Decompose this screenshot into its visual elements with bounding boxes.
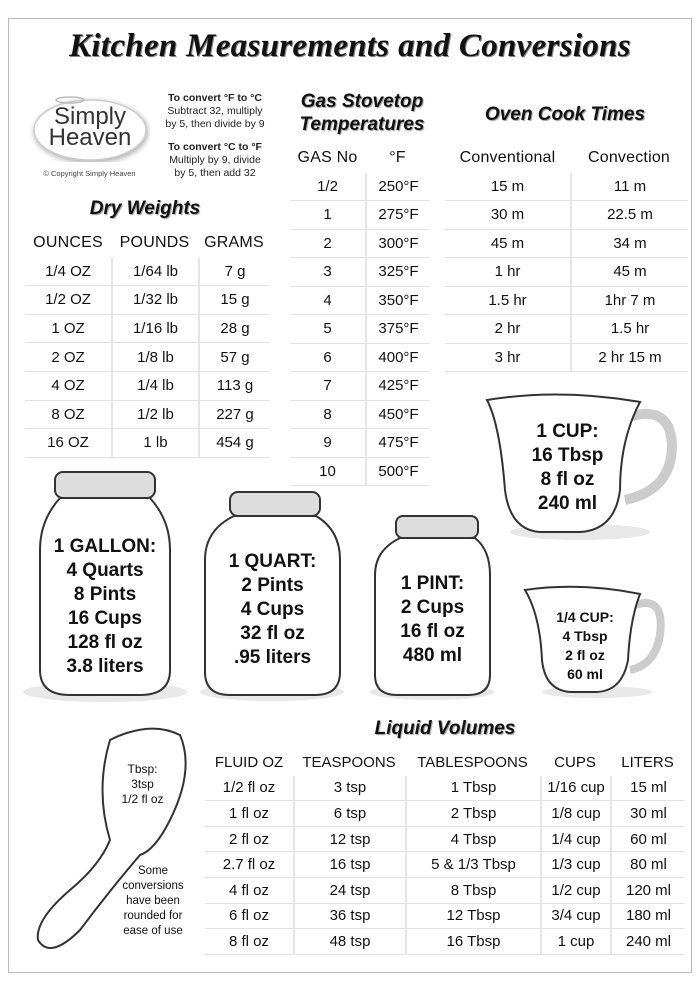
spoon-line: 3tsp [131,777,154,791]
column-header: Conventional [459,149,556,167]
table-cell: 1 [323,206,332,224]
table-cell: 1/64 lb [111,258,198,286]
table-cell: 45 m [570,258,688,286]
c-to-f-line1: Multiply by 9, divide [169,154,261,166]
table-cell: 30 m [490,206,525,224]
table-cell: 2 fl oz [228,830,270,848]
table-cell: 4 fl oz [228,881,270,899]
spoon-label [105,762,180,807]
table-cell: 4 OZ [51,377,85,395]
table-cell: 1/2 cup [540,878,610,903]
table-row [445,230,688,259]
table-row [25,286,270,315]
oven-cook-times-table [445,144,688,372]
table-cell: 1/16 cup [540,776,610,801]
table-cell: 1/8 cup [540,801,610,826]
quart-line: 2 Pints [241,575,304,596]
table-row [205,776,685,802]
liquid-volumes-title: Liquid Volumes [374,718,516,739]
table-cell: 12 tsp [293,827,405,852]
table-cell: 15 ml [610,776,685,801]
table-cell: 1hr 7 m [570,287,688,315]
quart-line: 1 QUART: [228,551,317,572]
table-cell: 227 g [198,401,270,429]
note-line: ease of use [123,925,183,937]
quart-jar-label [205,550,340,670]
simply-heaven-logo [30,92,150,162]
column-header: POUNDS [119,234,190,252]
column-header: GRAMS [204,234,264,252]
oven-title: Oven Cook Times [484,104,646,125]
table-cell: 1/16 lb [111,315,198,343]
table-row [205,852,685,878]
table-cell: 6 tsp [293,801,405,826]
gallon-line: 3.8 liters [66,656,144,677]
gallon-line: 8 Pints [73,584,137,605]
liquid-volumes-table [205,750,685,955]
table-cell: 80 ml [610,852,685,877]
table-cell: 2 hr [494,320,521,338]
table-cell: 1/2 OZ [45,291,91,309]
gallon-line: 4 Quarts [66,560,144,581]
table-row [290,173,430,202]
column-header: TABLESPOONS [417,754,528,772]
note-line: have been [126,895,180,907]
table-row [445,201,688,230]
table-row [290,315,430,344]
conversion-notes [148,92,282,180]
note-line: rounded for [123,910,183,922]
cup-label [500,420,635,516]
table-row [290,258,430,287]
table-cell: 1/2 fl oz [222,779,276,797]
table-row [205,801,685,827]
note-line: Some [137,865,169,877]
gallon-line: 128 fl oz [67,632,143,653]
gas-title [284,90,440,136]
pint-line: 16 fl oz [400,621,465,642]
column-header: OUNCES [33,234,103,252]
table-cell: 5 & 1/3 Tbsp [405,852,540,877]
table-cell: 1/8 lb [111,343,198,371]
pint-line: 480 ml [402,645,463,666]
cup-line: 240 ml [537,493,598,514]
spoon-line: 1/2 fl oz [121,792,164,806]
table-cell: 1/4 OZ [45,262,91,280]
table-cell: 1 Tbsp [405,776,540,801]
table-cell: 3 [323,263,332,281]
logo-line1: Simply [53,103,126,130]
rounding-note [108,864,198,939]
table-header-row [445,144,688,173]
table-cell: 2 [323,234,332,252]
table-cell: 9 [323,434,332,452]
copyright: © Copyright Simply Heaven [43,169,136,178]
table-cell: 120 ml [610,878,685,903]
dry-weights-title: Dry Weights [89,198,201,219]
spoon-icon [0,720,200,980]
gallon-jar-label [40,535,170,679]
table-cell: 16 tsp [293,852,405,877]
table-cell: 1/2 [317,177,338,195]
table-cell: 6 fl oz [228,907,270,925]
table-row [290,287,430,316]
table-cell: 4 Tbsp [405,827,540,852]
table-cell: 350°F [365,287,430,315]
table-cell: 34 m [570,230,688,258]
table-cell: 375°F [365,315,430,343]
cup-line: 16 Tbsp [531,445,604,466]
column-header: GAS No [297,149,358,167]
quarter-cup-line: 1/4 CUP: [556,609,614,625]
table-cell: 3 hr [494,348,521,366]
table-cell: 8 [323,405,332,423]
table-cell: 28 g [198,315,270,343]
table-cell: 22.5 m [570,201,688,229]
quarter-cup-label [535,608,635,684]
gas-title-line2: Temperatures [299,114,425,135]
table-cell: 12 Tbsp [405,904,540,929]
f-to-c-line2: by 5, then divide by 9 [165,118,265,130]
table-cell: 60 ml [610,827,685,852]
quarter-cup-line: 4 Tbsp [562,628,608,644]
quarter-cup-line: 60 ml [567,666,603,682]
gallon-line: 16 Cups [68,608,142,629]
spoon-line: Tbsp: [127,762,158,776]
c-to-f-title: To convert °C to °F [168,141,262,153]
column-header: LITERS [621,754,674,772]
table-row [445,173,688,202]
table-cell: 7 [323,377,332,395]
table-cell: 400°F [365,344,430,372]
table-cell: 113 g [198,372,270,400]
table-cell: 15 g [198,286,270,314]
table-cell: 1 hr [494,263,521,281]
table-row [205,904,685,930]
table-cell: 8 fl oz [228,932,270,950]
table-cell: 57 g [198,343,270,371]
f-to-c-title: To convert °F to °C [168,92,262,104]
table-header-row [205,750,685,776]
table-cell: 1/4 lb [111,372,198,400]
column-header: °F [389,149,406,167]
table-cell: 500°F [365,458,430,486]
column-header: Convection [587,149,671,167]
table-row [445,344,688,373]
table-cell: 4 [323,291,332,309]
table-cell: 300°F [365,230,430,258]
table-cell: 16 OZ [47,434,89,452]
quarter-cup-line: 2 fl oz [565,647,605,663]
table-row [445,287,688,316]
table-cell: 2 OZ [51,348,85,366]
table-cell: 7 g [198,258,270,286]
table-row [25,315,270,344]
table-row [290,201,430,230]
c-to-f-line2: by 5, then add 32 [174,167,256,179]
table-row [205,878,685,904]
pint-line: 1 PINT: [400,573,465,594]
table-cell: 180 ml [610,904,685,929]
pint-line: 2 Cups [400,597,465,618]
table-cell: 1/2 lb [111,401,198,429]
cup-line: 1 CUP: [536,421,599,442]
table-cell: 1.5 hr [570,315,688,343]
table-cell: 5 [323,320,332,338]
quart-line: .95 liters [233,647,312,668]
quart-line: 4 Cups [240,599,305,620]
table-row [445,315,688,344]
table-cell: 15 m [490,177,525,195]
gas-title-line1: Gas Stovetop [300,91,424,112]
table-cell: 6 [323,348,332,366]
table-cell: 36 tsp [293,904,405,929]
table-cell: 450°F [365,401,430,429]
table-header-row [290,144,430,173]
table-cell: 48 tsp [293,929,405,954]
table-cell: 425°F [365,372,430,400]
table-cell: 475°F [365,429,430,457]
cup-line: 8 fl oz [540,469,595,490]
table-cell: 240 ml [610,929,685,954]
table-row [25,258,270,287]
table-cell: 24 tsp [293,878,405,903]
table-cell: 16 Tbsp [405,929,540,954]
table-row [290,344,430,373]
pint-jar-label [375,572,490,668]
table-cell: 1.5 hr [488,291,527,309]
table-row [205,827,685,853]
table-cell: 1/3 cup [540,852,610,877]
column-header: FLUID OZ [214,754,284,772]
table-cell: 3/4 cup [540,904,610,929]
table-row [25,343,270,372]
column-header: CUPS [554,754,596,772]
table-row [290,230,430,259]
table-cell: 30 ml [610,801,685,826]
table-row [445,258,688,287]
table-cell: 2.7 fl oz [222,856,276,874]
table-header-row [25,229,270,258]
table-cell: 3 tsp [293,776,405,801]
table-cell: 454 g [198,429,270,457]
table-cell: 8 Tbsp [405,878,540,903]
quart-line: 32 fl oz [240,623,305,644]
table-cell: 10 [319,462,336,480]
table-cell: 8 OZ [51,405,85,423]
note-line: conversions [122,880,184,892]
table-row [205,929,685,955]
table-cell: 1 OZ [51,320,85,338]
page-title: Kitchen Measurements and Conversions [69,28,631,64]
gallon-line: 1 GALLON: [53,536,157,557]
table-cell: 2 Tbsp [405,801,540,826]
f-to-c-line1: Subtract 32, multiply [167,105,263,117]
table-cell: 2 hr 15 m [570,344,688,372]
table-cell: 1 cup [540,929,610,954]
logo-line2: Heaven [48,124,132,151]
table-cell: 45 m [490,234,525,252]
table-cell: 250°F [365,173,430,201]
table-cell: 1/4 cup [540,827,610,852]
table-cell: 325°F [365,258,430,286]
table-cell: 1 lb [111,429,198,457]
table-cell: 275°F [365,201,430,229]
table-cell: 1/32 lb [111,286,198,314]
table-cell: 1 fl oz [228,804,270,822]
table-cell: 11 m [570,173,688,201]
column-header: TEASPOONS [302,754,396,772]
